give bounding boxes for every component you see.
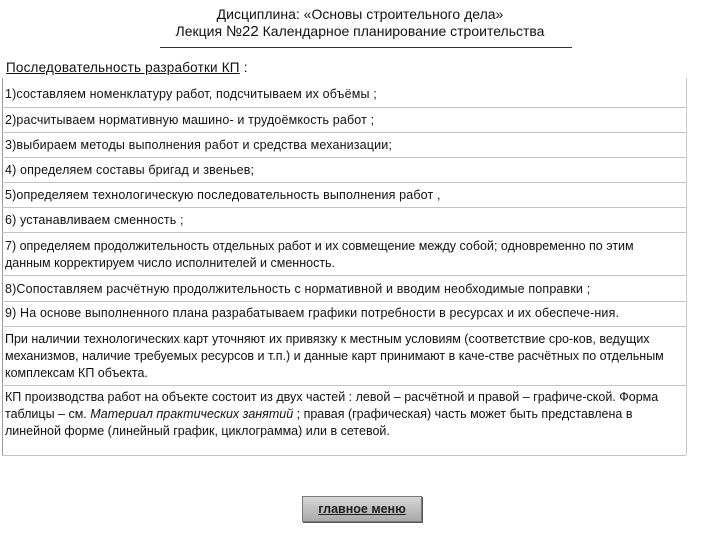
item-divider [2, 107, 686, 108]
section-title [6, 60, 248, 75]
list-item-8: 8)Сопоставляем расчётную продолжительность с нормативной и вводим необходимые поправки ; [5, 282, 591, 296]
list-item-5: 5)определяем технологическую последовательность выполнения работ , [5, 188, 441, 202]
note-kp-part2: ; правая (графическая) часть может быть представлена в линейной форме (линейный график, циклограмма) или в сетевой. [5, 407, 633, 438]
note-kp-structure [5, 389, 681, 440]
list-item-9: 9) На основе выполненного плана разрабатываем графики потребности в ресурсах и их обеспече-ния. [5, 306, 620, 320]
item-divider [2, 182, 686, 183]
list-item-3: 3)выбираем методы выполнения работ и средства механизации; [5, 138, 392, 152]
section-title-text: Последовательность разработки КП [6, 60, 240, 75]
item-divider [2, 275, 686, 276]
item-divider [2, 385, 686, 386]
discipline-title: Дисциплина: «Основы строительного дела» [216, 6, 504, 22]
note-tech-cards: При наличии технологических карт уточняют их привязку к местным условиям (соответствие сро-ков, ведущих механизмов, наличие требуемых ресурсов и т.п.) и данные карт принимают в каче-стве расчётных по отдельным комплексам КП объекта. [5, 332, 664, 380]
list-item-6: 6) устанавливаем сменность ; [5, 213, 184, 227]
lecture-number: №22 [225, 23, 259, 40]
lecture-topic: Календарное планирование строительства [258, 23, 545, 39]
list-border-left [2, 78, 3, 455]
list-item-2: 2)расчитываем нормативную машино- и трудоёмкость работ ; [5, 113, 375, 127]
item-divider [2, 207, 686, 208]
item-divider [2, 132, 686, 133]
list-border-right [686, 78, 687, 455]
practice-materials-ref: Материал практических занятий [90, 407, 294, 421]
item-divider [2, 157, 686, 158]
item-divider [2, 326, 686, 327]
list-item-7: 7) определяем продолжительность отдельных работ и их совмещение между собой; одновременно по этим данным корректируем число исполнителей и сменность. [5, 239, 634, 270]
note-kp-part1: КП производства работ на объекте состоит из двух частей : левой – расчётной и правой – графиче-ской. Форма таблицы – см. [5, 390, 659, 421]
item-divider [2, 232, 686, 233]
lecture-prefix: Лекция [175, 23, 226, 39]
item-divider [2, 301, 686, 302]
main-menu-button[interactable]: главное меню [302, 496, 422, 522]
list-item-1: 1)составляем номенклатуру работ, подсчитываем их объёмы ; [5, 87, 377, 101]
list-item-4: 4) определяем составы бригад и звеньев; [5, 163, 255, 177]
section-title-colon: : [243, 60, 248, 75]
list-bottom-border [2, 455, 686, 456]
lecture-title [0, 23, 720, 40]
header-divider [160, 47, 572, 48]
